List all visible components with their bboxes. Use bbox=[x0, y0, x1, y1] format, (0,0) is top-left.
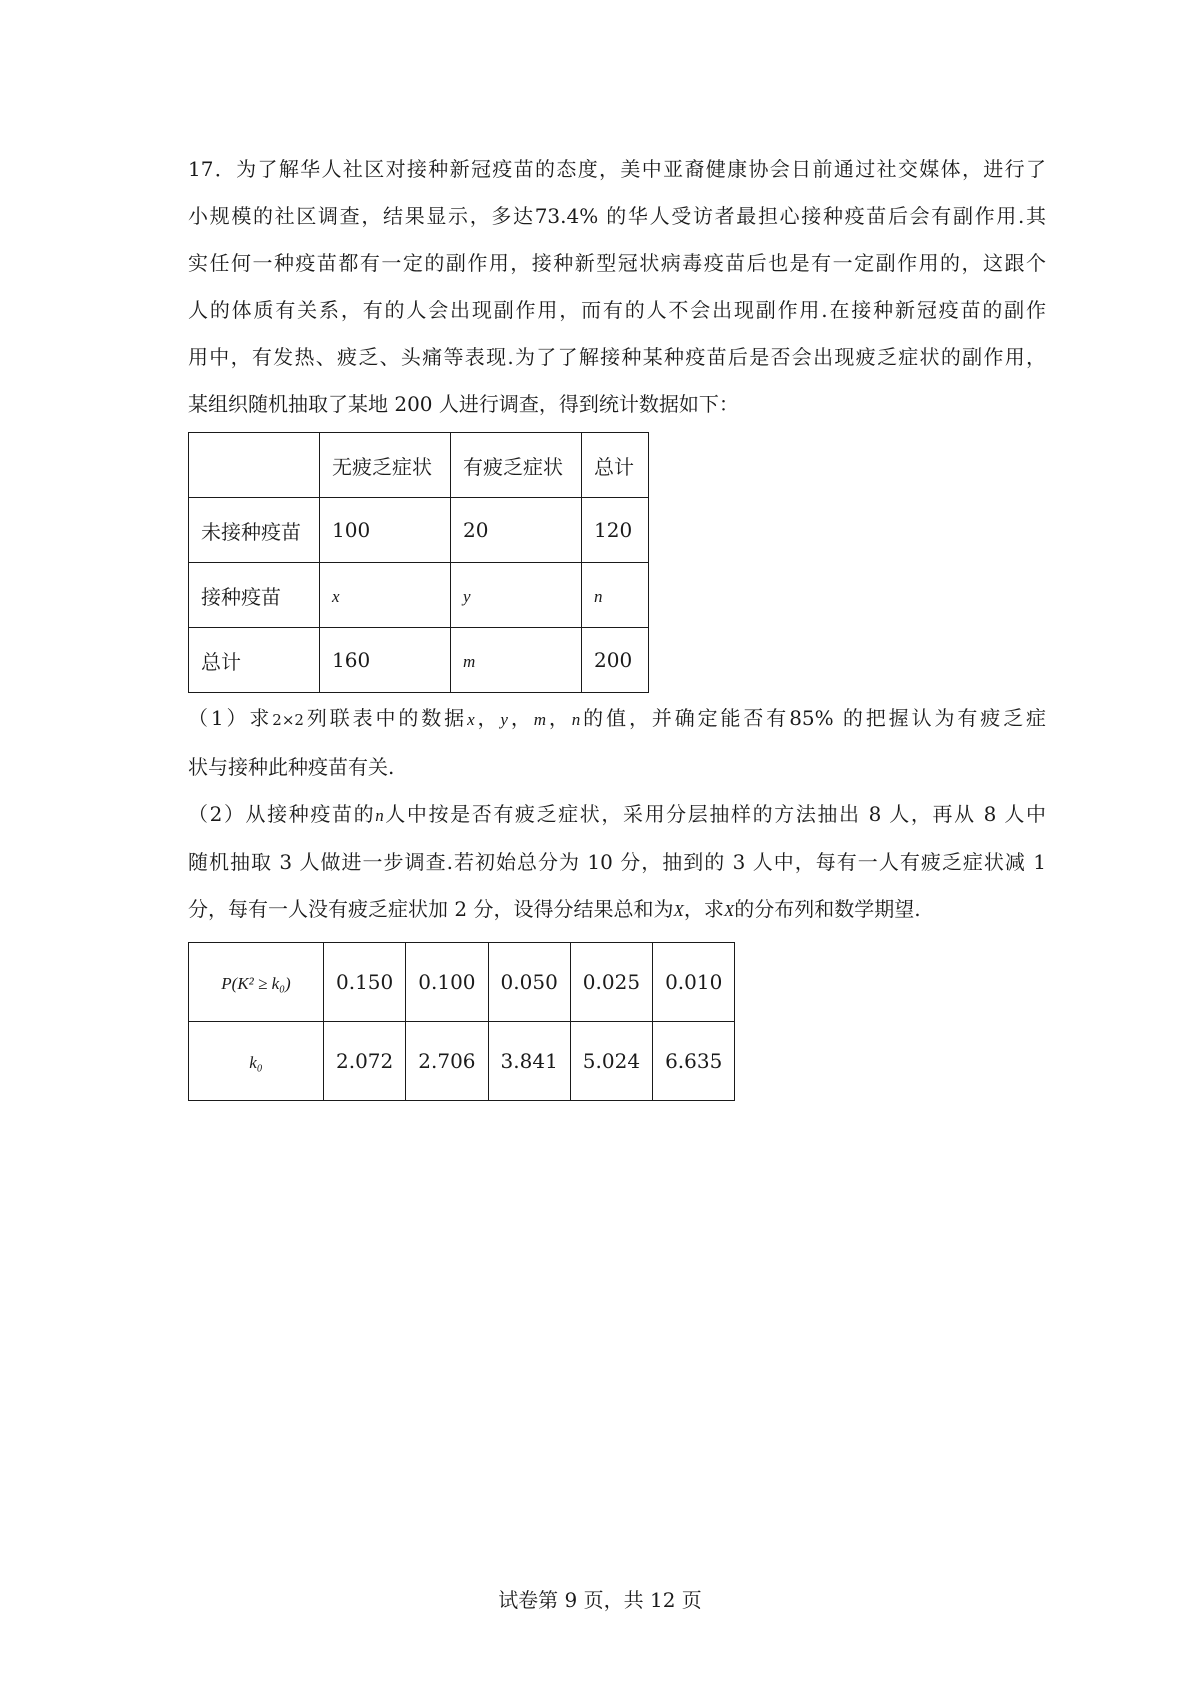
var-x: x bbox=[332, 587, 340, 606]
var-y: y bbox=[463, 587, 471, 606]
separator: ， bbox=[546, 706, 572, 730]
table-cell: 2.706 bbox=[406, 1022, 488, 1101]
separator: ， bbox=[474, 706, 501, 730]
question-17 bbox=[188, 146, 1046, 1101]
table-row bbox=[189, 628, 649, 693]
table-cell bbox=[582, 563, 649, 628]
separator: ， bbox=[507, 706, 534, 730]
table-cell bbox=[189, 943, 324, 1022]
var-m: m bbox=[533, 710, 547, 729]
part-1-prefix: （1）求 bbox=[188, 706, 273, 730]
table-cell bbox=[451, 563, 582, 628]
table-cell: 5.024 bbox=[570, 1022, 652, 1101]
page-footer: 试卷第 9 页，共 12 页 bbox=[498, 1588, 702, 1612]
question-line-2: 小规模的社区调查，结果显示，多达73.4% 的华人受访者最担心接种疫苗后会有副作用.其 bbox=[188, 204, 1046, 228]
table-cell: 3.841 bbox=[488, 1022, 570, 1101]
table-cell bbox=[189, 433, 320, 498]
part-1-mid: 列联表中的数据 bbox=[303, 706, 468, 730]
table-row bbox=[189, 943, 735, 1022]
table-row bbox=[189, 563, 649, 628]
prob-label: P(K² ≥ k₀) bbox=[221, 974, 291, 993]
table-cell: 总计 bbox=[582, 433, 649, 498]
question-line-6: 某组织随机抽取了某地 200 人进行调查，得到统计数据如下： bbox=[188, 392, 739, 416]
table-cell: 0.150 bbox=[324, 943, 406, 1022]
var-X: X bbox=[723, 901, 735, 920]
table-cell bbox=[320, 563, 451, 628]
var-n: n bbox=[375, 806, 384, 825]
part-1-line-1 bbox=[188, 695, 1046, 744]
table-cell: 接种疫苗 bbox=[189, 563, 320, 628]
part-2-line-1 bbox=[188, 791, 1046, 839]
table-cell: 100 bbox=[320, 498, 451, 563]
k0-label: k₀ bbox=[249, 1053, 263, 1072]
part-2-suffix: 人中按是否有疲乏症状，采用分层抽样的方法抽出 8 人，再从 8 人中 bbox=[383, 802, 1046, 826]
part-2-line-2: 随机抽取 3 人做进一步调查.若初始总分为 10 分，抽到的 3 人中，每有一人有疲乏症状减 1 bbox=[188, 850, 1046, 874]
table-cell: 120 bbox=[582, 498, 649, 563]
table-cell bbox=[451, 628, 582, 693]
table-row bbox=[189, 1022, 735, 1101]
table-cell: 200 bbox=[582, 628, 649, 693]
table-cell: 0.100 bbox=[406, 943, 488, 1022]
part-2-prefix: （2）从接种疫苗的 bbox=[188, 802, 376, 826]
var-y: y bbox=[500, 710, 508, 729]
var-m: m bbox=[463, 652, 476, 671]
part-2-line-3 bbox=[188, 886, 1046, 934]
question-line-5: 用中，有发热、疲乏、头痛等表现.为了了解接种某种疫苗后是否会出现疲乏症状的副作用， bbox=[188, 345, 1046, 369]
part-2-text: 分，每有一人没有疲乏症状加 2 分，设得分结果总和为 bbox=[188, 897, 674, 921]
table-cell: 20 bbox=[451, 498, 582, 563]
table-header-row bbox=[189, 433, 649, 498]
var-X: X bbox=[673, 901, 684, 920]
table-cell: 6.635 bbox=[653, 1022, 735, 1101]
question-line-1: 17．为了解华人社区对接种新冠疫苗的态度，美中亚裔健康协会日前通过社交媒体，进行了 bbox=[188, 157, 1046, 181]
table-cell: 0.050 bbox=[488, 943, 570, 1022]
question-line-4: 人的体质有关系，有的人会出现副作用，而有的人不会出现副作用.在接种新冠疫苗的副作 bbox=[188, 298, 1046, 322]
table-cell: 未接种疫苗 bbox=[189, 498, 320, 563]
table-cell: 2.072 bbox=[324, 1022, 406, 1101]
part-2-text: ，求 bbox=[683, 897, 724, 921]
var-n: n bbox=[594, 587, 603, 606]
question-line-3: 实任何一种疫苗都有一定的副作用，接种新型冠状病毒疫苗后也是有一定副作用的，这跟个 bbox=[188, 251, 1046, 275]
table-cell bbox=[189, 1022, 324, 1101]
dims-label: 2×2 bbox=[272, 711, 304, 729]
var-x: x bbox=[467, 710, 475, 729]
table-cell: 160 bbox=[320, 628, 451, 693]
table-cell: 总计 bbox=[189, 628, 320, 693]
table-row bbox=[189, 498, 649, 563]
part-1-suffix: 的值，并确定能否有85% 的把握认为有疲乏症 bbox=[580, 706, 1047, 730]
table-cell: 0.010 bbox=[653, 943, 735, 1022]
part-1-line-2: 状与接种此种疫苗有关. bbox=[188, 755, 395, 779]
part-2-text: 的分布列和数学期望. bbox=[734, 897, 921, 921]
table-cell: 0.025 bbox=[570, 943, 652, 1022]
table-cell: 无疲乏症状 bbox=[320, 433, 451, 498]
contingency-table bbox=[188, 432, 649, 693]
var-n: n bbox=[571, 710, 581, 729]
critical-value-table bbox=[188, 942, 735, 1101]
table-cell: 有疲乏症状 bbox=[451, 433, 582, 498]
